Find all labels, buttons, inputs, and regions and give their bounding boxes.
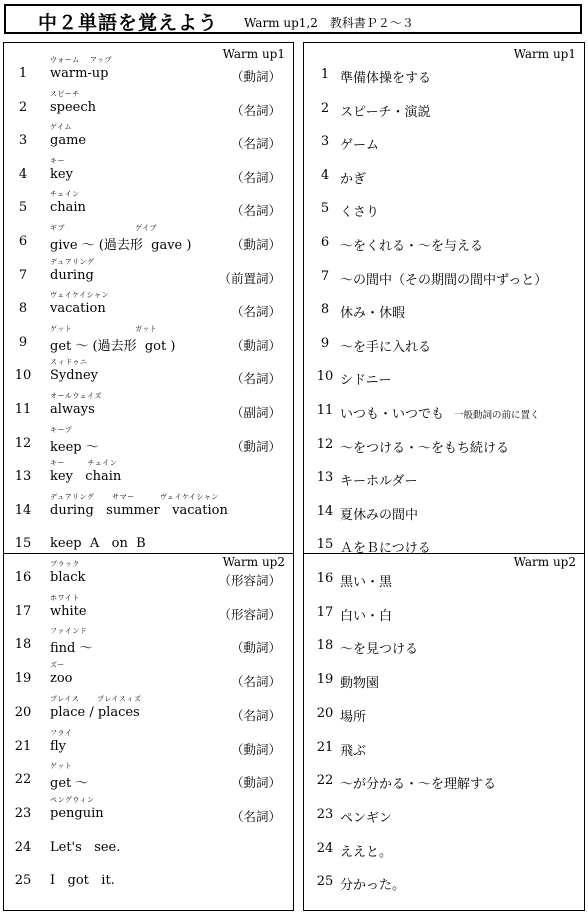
part-of-speech: （動詞） [230, 337, 281, 353]
meaning-number: 5 [320, 201, 330, 217]
ruby-reading: フライ [50, 728, 73, 737]
word-number: 24 [14, 839, 32, 855]
english-word: key [50, 166, 73, 182]
section-label-warm-up2: Warm up2 [222, 555, 285, 569]
ruby-reading: チェイン [50, 190, 80, 199]
english-word: vacation [50, 301, 106, 317]
japanese-meaning [340, 773, 496, 792]
ruby-reading: デュアリング [50, 257, 95, 266]
japanese-meaning [340, 537, 431, 556]
word-row [4, 559, 293, 592]
meaning-text: スピーチ・演説 [340, 104, 431, 120]
part-of-speech: （動詞） [230, 640, 281, 656]
part-of-speech: （動詞） [230, 741, 281, 757]
part-of-speech: （動詞） [230, 69, 281, 84]
part-of-speech: （副詞） [230, 405, 281, 420]
meaning-text: 動物園 [340, 676, 380, 692]
meaning-number: 24 [316, 840, 334, 856]
english-word: place / places [50, 704, 140, 720]
section-label-warm-up1: Warm up1 [513, 47, 576, 61]
english-panel [3, 42, 294, 911]
meaning-number: 16 [316, 571, 334, 586]
meaning-row [304, 694, 584, 727]
word-number: 1 [18, 66, 28, 81]
part-of-speech: （動詞） [230, 237, 281, 252]
meaning-row [304, 391, 584, 424]
ruby-reading: ズー [50, 661, 65, 670]
part-of-speech: （動詞） [230, 775, 281, 791]
ruby-reading: ホワイト [50, 593, 80, 602]
japanese-meaning [340, 807, 392, 826]
ruby-reading: キー [50, 156, 65, 165]
word-row [4, 795, 293, 828]
meaning-number: 11 [316, 403, 334, 418]
word-row [4, 862, 293, 895]
part-of-speech: （形容詞） [218, 606, 281, 622]
word-row [4, 694, 293, 727]
word-number: 20 [14, 704, 32, 720]
part-of-speech: （動詞） [230, 438, 281, 454]
meaning-row [304, 525, 584, 558]
meaning-text: 場所 [340, 709, 367, 725]
japanese-panel [303, 42, 585, 911]
ruby-reading: ウォーム アップ [50, 56, 112, 64]
word-number: 8 [18, 301, 28, 317]
meaning-row [304, 122, 584, 155]
meaning-number: 13 [316, 470, 334, 486]
english-word: keep ～ [50, 439, 99, 455]
english-word: give ～ (過去形 gave ) [50, 238, 192, 253]
english-word: Let's see. [50, 839, 121, 855]
meaning-text: 分かった。 [340, 878, 406, 894]
japanese-meaning [340, 874, 405, 893]
meaning-number: 20 [316, 705, 334, 721]
word-number: 18 [14, 637, 32, 653]
word-number: 2 [18, 99, 28, 115]
meaning-row [304, 257, 584, 290]
meaning-row [304, 593, 584, 626]
meaning-row [304, 357, 584, 390]
meaning-number: 6 [320, 235, 330, 250]
english-word: zoo [50, 671, 73, 687]
meaning-number: 1 [320, 67, 330, 82]
word-row [4, 324, 293, 357]
japanese-meaning [340, 134, 379, 153]
ruby-reading: スィドゥニ [50, 358, 88, 367]
english-word: chain [50, 200, 86, 216]
word-row [4, 223, 293, 256]
word-row [4, 728, 293, 761]
meaning-number: 2 [320, 100, 330, 116]
meaning-text: 休み・休暇 [340, 306, 406, 322]
japanese-meaning [340, 67, 431, 86]
part-of-speech: （名詞） [230, 371, 281, 387]
meaning-row [304, 290, 584, 323]
meaning-row [304, 492, 584, 525]
meaning-number: 14 [316, 503, 334, 519]
meaning-row [304, 829, 584, 862]
page-header [4, 4, 582, 34]
english-word: Sydney [50, 368, 98, 384]
meaning-text: かぎ [340, 171, 367, 187]
meaning-row [304, 728, 584, 761]
english-word: white [50, 603, 87, 619]
meaning-row [304, 425, 584, 458]
word-row [4, 391, 293, 424]
meaning-text: ええと。 [340, 844, 393, 860]
part-of-speech: （名詞） [230, 102, 281, 118]
part-of-speech: （名詞） [230, 707, 281, 723]
meaning-row [304, 189, 584, 222]
word-row [4, 829, 293, 862]
part-of-speech: （形容詞） [218, 573, 281, 588]
ruby-reading: キープ [50, 425, 73, 434]
meaning-number: 15 [316, 537, 334, 553]
ruby-reading: デュアリング サマー ヴェイケイシャン [50, 492, 219, 501]
meaning-number: 4 [320, 167, 330, 183]
meaning-text: ～をくれる・～を与える [340, 239, 484, 254]
part-of-speech: （名詞） [230, 674, 281, 690]
ruby-reading: ゲイム [50, 123, 73, 132]
word-row [4, 626, 293, 659]
word-number: 6 [18, 234, 28, 249]
word-number: 21 [14, 738, 32, 754]
page-title: 中２単語を覚えよう [38, 12, 219, 34]
usage-note: 一般動詞の前に置く [454, 410, 540, 421]
word-number: 17 [14, 603, 32, 619]
ruby-reading: ゲット [50, 762, 73, 771]
meaning-row [304, 156, 584, 189]
meaning-text: 夏休みの間中 [340, 507, 419, 523]
meaning-row [304, 862, 584, 895]
meaning-row [304, 55, 584, 88]
meaning-text: いつも・いつでも [340, 407, 445, 422]
meaning-text: くさり [340, 205, 380, 221]
english-word: always [50, 402, 95, 417]
english-word: get ～ (過去形 got ) [50, 338, 176, 354]
ruby-reading: ペングウィン [50, 795, 95, 804]
ruby-reading: ギブ ゲイブ [50, 224, 158, 232]
word-number: 3 [18, 133, 28, 149]
japanese-meaning [340, 168, 366, 187]
word-row [4, 156, 293, 189]
meaning-text: 飛ぶ [340, 743, 367, 759]
word-row [4, 761, 293, 794]
meaning-text: 準備体操をする [340, 71, 432, 86]
japanese-meaning [340, 437, 509, 456]
english-word: keep A on B [50, 536, 146, 552]
meaning-row [304, 761, 584, 794]
japanese-meaning [340, 201, 379, 220]
japanese-meaning [340, 638, 418, 657]
english-word: black [50, 570, 86, 585]
japanese-meaning [340, 302, 405, 321]
meaning-text: ～をつける・～をもち続ける [340, 440, 510, 456]
meaning-text: ～が分かる・～を理解する [340, 777, 497, 793]
word-number: 22 [14, 772, 32, 788]
meaning-number: 10 [316, 369, 334, 385]
japanese-meaning [340, 841, 392, 860]
meaning-text: ＡをＢにつける [340, 541, 431, 557]
japanese-meaning [340, 235, 483, 254]
meaning-number: 21 [316, 739, 334, 755]
english-word: I got it. [50, 873, 115, 889]
meaning-row [304, 559, 584, 592]
part-of-speech: （名詞） [230, 304, 281, 320]
ruby-reading: スピーチ [50, 89, 80, 98]
meaning-text: ～を手に入れる [340, 339, 432, 355]
word-row [4, 189, 293, 222]
word-row [4, 122, 293, 155]
meaning-number: 7 [320, 268, 330, 284]
meaning-number: 23 [316, 806, 334, 822]
word-number: 23 [14, 805, 32, 821]
english-word: speech [50, 99, 97, 115]
english-word: get ～ [50, 776, 89, 792]
word-number: 5 [18, 200, 28, 216]
word-row [4, 357, 293, 390]
japanese-meaning [340, 101, 430, 120]
japanese-meaning [340, 571, 392, 590]
meaning-row [304, 660, 584, 693]
english-word: warm-up [50, 66, 109, 81]
japanese-meaning [340, 740, 366, 759]
word-number: 15 [14, 536, 32, 552]
ruby-reading: プレイス プレイスィズ [50, 694, 142, 703]
part-of-speech: （名詞） [230, 136, 281, 152]
japanese-meaning [340, 403, 540, 422]
meaning-number: 12 [316, 436, 334, 452]
english-word: find ～ [50, 641, 93, 657]
english-word: fly [50, 738, 67, 754]
japanese-meaning [340, 605, 392, 624]
meaning-text: 白い・白 [340, 608, 393, 624]
word-number: 11 [14, 402, 32, 417]
meaning-text: ～を見つける [340, 642, 419, 658]
word-row [4, 525, 293, 558]
ruby-reading: ブラック [50, 560, 80, 568]
meaning-number: 17 [316, 604, 334, 620]
japanese-meaning [340, 504, 418, 523]
word-row [4, 55, 293, 88]
word-number: 7 [18, 267, 28, 283]
meaning-text: シドニー [340, 373, 392, 389]
word-number: 4 [18, 166, 28, 182]
japanese-meaning [340, 336, 431, 355]
word-row [4, 425, 293, 458]
meaning-number: 22 [316, 773, 334, 789]
word-row [4, 660, 293, 693]
meaning-row [304, 89, 584, 122]
english-word: penguin [50, 805, 104, 821]
meaning-text: ペンギン [340, 810, 392, 826]
section-label-warm-up1: Warm up1 [222, 47, 285, 61]
word-row [4, 257, 293, 290]
meaning-row [304, 223, 584, 256]
word-row [4, 593, 293, 626]
word-number: 19 [14, 671, 32, 687]
japanese-meaning [340, 706, 366, 725]
meaning-number: 19 [316, 672, 334, 688]
meaning-text: 黒い・黒 [340, 575, 393, 590]
meaning-row [304, 795, 584, 828]
japanese-meaning [340, 369, 391, 388]
meaning-text: ～の間中（その期間の間中ずっと） [340, 272, 548, 288]
ruby-reading: ファインド [50, 627, 88, 636]
english-word: key chain [50, 469, 122, 485]
word-row [4, 89, 293, 122]
ruby-reading: ゲット ガット [50, 324, 158, 333]
meaning-row [304, 458, 584, 491]
word-number: 10 [14, 368, 32, 384]
word-number: 12 [14, 435, 32, 451]
meaning-row [304, 626, 584, 659]
meaning-number: 3 [320, 134, 330, 150]
ruby-reading: キー チェイン [50, 459, 118, 468]
meaning-text: キーホルダー [340, 474, 418, 490]
japanese-meaning [340, 470, 417, 489]
japanese-meaning [340, 269, 547, 288]
japanese-meaning [340, 672, 379, 691]
part-of-speech: （名詞） [230, 169, 281, 185]
section-label-warm-up2: Warm up2 [513, 555, 576, 569]
part-of-speech: （名詞） [230, 203, 281, 219]
word-row [4, 492, 293, 525]
part-of-speech: （名詞） [230, 808, 281, 824]
word-number: 16 [14, 570, 32, 585]
meaning-text: ゲーム [340, 138, 380, 154]
meaning-row [304, 324, 584, 357]
english-word: game [50, 133, 87, 149]
word-row [4, 458, 293, 491]
part-of-speech: （前置詞） [218, 270, 281, 286]
word-number: 9 [18, 334, 28, 350]
ruby-reading: オールウェイズ [50, 392, 103, 400]
meaning-number: 8 [320, 302, 330, 318]
meaning-number: 25 [316, 874, 334, 890]
meaning-number: 18 [316, 638, 334, 654]
meaning-number: 9 [320, 335, 330, 351]
word-number: 25 [14, 873, 32, 889]
page-subtitle: Warm up1,2 教科書Ｐ２～３ [244, 16, 414, 30]
word-number: 14 [14, 502, 32, 518]
word-number: 13 [14, 469, 32, 485]
word-row [4, 290, 293, 323]
ruby-reading: ヴェイケイシャン [50, 291, 109, 300]
english-word: during summer vacation [50, 502, 228, 518]
english-word: during [50, 267, 94, 283]
